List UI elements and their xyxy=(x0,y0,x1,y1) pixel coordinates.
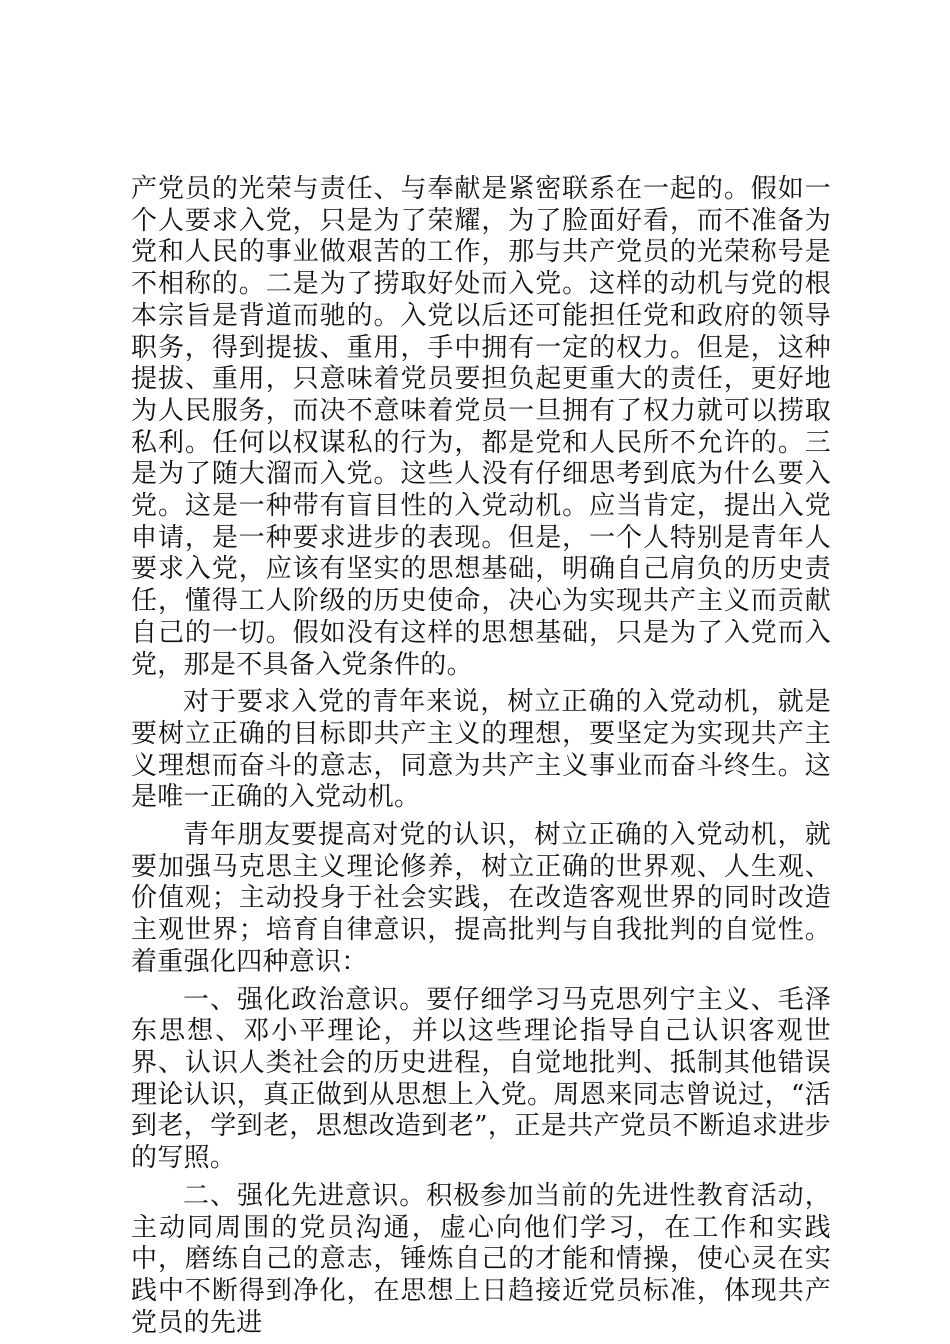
paragraph-5: 二、强化先进意识。积极参加当前的先进性教育活动，主动同周围的党员沟通，虚心向他们学习，在工作和实践中，磨练自己的意志，锤炼自己的才能和情操，使心灵在实践中不断得到净化，在思想上日趋接近党员标准，体现共产党员的先进 xyxy=(131,1180,831,1338)
document-body xyxy=(131,174,831,1339)
paragraph-3: 青年朋友要提高对党的认识，树立正确的入党动机，就要加强马克思主义理论修养，树立正确的世界观、人生观、价值观；主动投身于社会实践，在改造客观世界的同时改造主观世界；培育自律意识，提高批判与自我批判的自觉性。着重强化四种意识： xyxy=(131,820,831,977)
paragraph-2: 对于要求入党的青年来说，树立正确的入党动机，就是要树立正确的目标即共产主义的理想，要坚定为实现共产主义理想而奋斗的意志，同意为共产主义事业而奋斗终生。这是唯一正确的入党动机。 xyxy=(131,687,831,813)
paragraph-1: 产党员的光荣与责任、与奉献是紧密联系在一起的。假如一个人要求入党，只是为了荣耀，为了脸面好看，而不准备为党和人民的事业做艰苦的工作，那与共产党员的光荣称号是不相称的。二是为了捞取好处而入党。这样的动机与党的根本宗旨是背道而驰的。入党以后还可能担任党和政府的领导职务，得到提拔、重用，手中拥有一定的权力。但是，这种提拔、重用，只意味着党员要担负起更重大的责任，更好地为人民服务，而决不意味着党员一旦拥有了权力就可以捞取私利。任何以权谋私的行为，都是党和人民所不允许的。三是为了随大溜而入党。这些人没有仔细思考到底为什么要入党。这是一种带有盲目性的入党动机。应当肯定，提出入党申请，是一种要求进步的表现。但是，一个人特别是青年人要求入党，应该有坚实的思想基础，明确自己肩负的历史责任，懂得工人阶级的历史使命，决心为实现共产主义而贡献自己的一切。假如没有这样的思想基础，只是为了入党而入党，那是不具备入党条件的。 xyxy=(131,174,831,680)
paragraph-4: 一、强化政治意识。要仔细学习马克思列宁主义、毛泽东思想、邓小平理论，并以这些理论指导自己认识客观世界、认识人类社会的历史进程，自觉地批判、抵制其他错误理论认识，真正做到从思想上入党。周恩来同志曾说过，“活到老，学到老，思想改造到老”，正是共产党员不断追求进步的写照。 xyxy=(131,984,831,1174)
